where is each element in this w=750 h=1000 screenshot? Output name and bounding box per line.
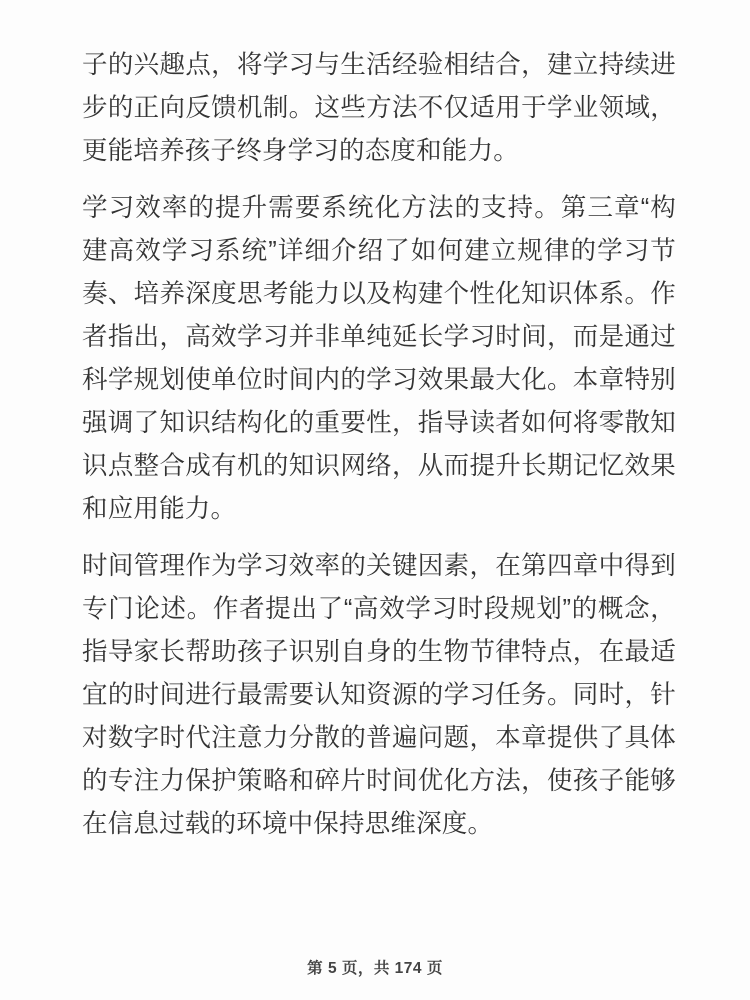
paragraph: 时间管理作为学习效率的关键因素，在第四章中得到专门论述。作者提出了“高效学习时段规划”的概念，指导家长帮助孩子识别自身的生物节律特点，在最适宜的时间进行最需要认知资源的学习任务。同时，针对数字时代注意力分散的普遍问题，本章提供了具体的专注力保护策略和碎片时间优化方法，使孩子能够在信息过载的环境中保持思维深度。 bbox=[82, 552, 676, 838]
paragraph: 学习效率的提升需要系统化方法的支持。第三章“构建高效学习系统”详细介绍了如何建立规律的学习节奏、培养深度思考能力以及构建个性化知识体系。作者指出，高效学习并非单纯延长学习时间，而是通过科学规划使单位时间内的学习效果最大化。本章特别强调了知识结构化的重要性，指导读者如何将零散知识点整合成有机的知识网络，从而提升长期记忆效果和应用能力。 bbox=[82, 194, 676, 523]
page-number-label: 第 5 页，共 174 页 bbox=[307, 960, 443, 977]
paragraph: 子的兴趣点，将学习与生活经验相结合，建立持续进步的正向反馈机制。这些方法不仅适用于学业领域，更能培养孩子终身学习的态度和能力。 bbox=[82, 51, 676, 165]
page-footer bbox=[0, 956, 750, 978]
page-body bbox=[82, 44, 676, 846]
